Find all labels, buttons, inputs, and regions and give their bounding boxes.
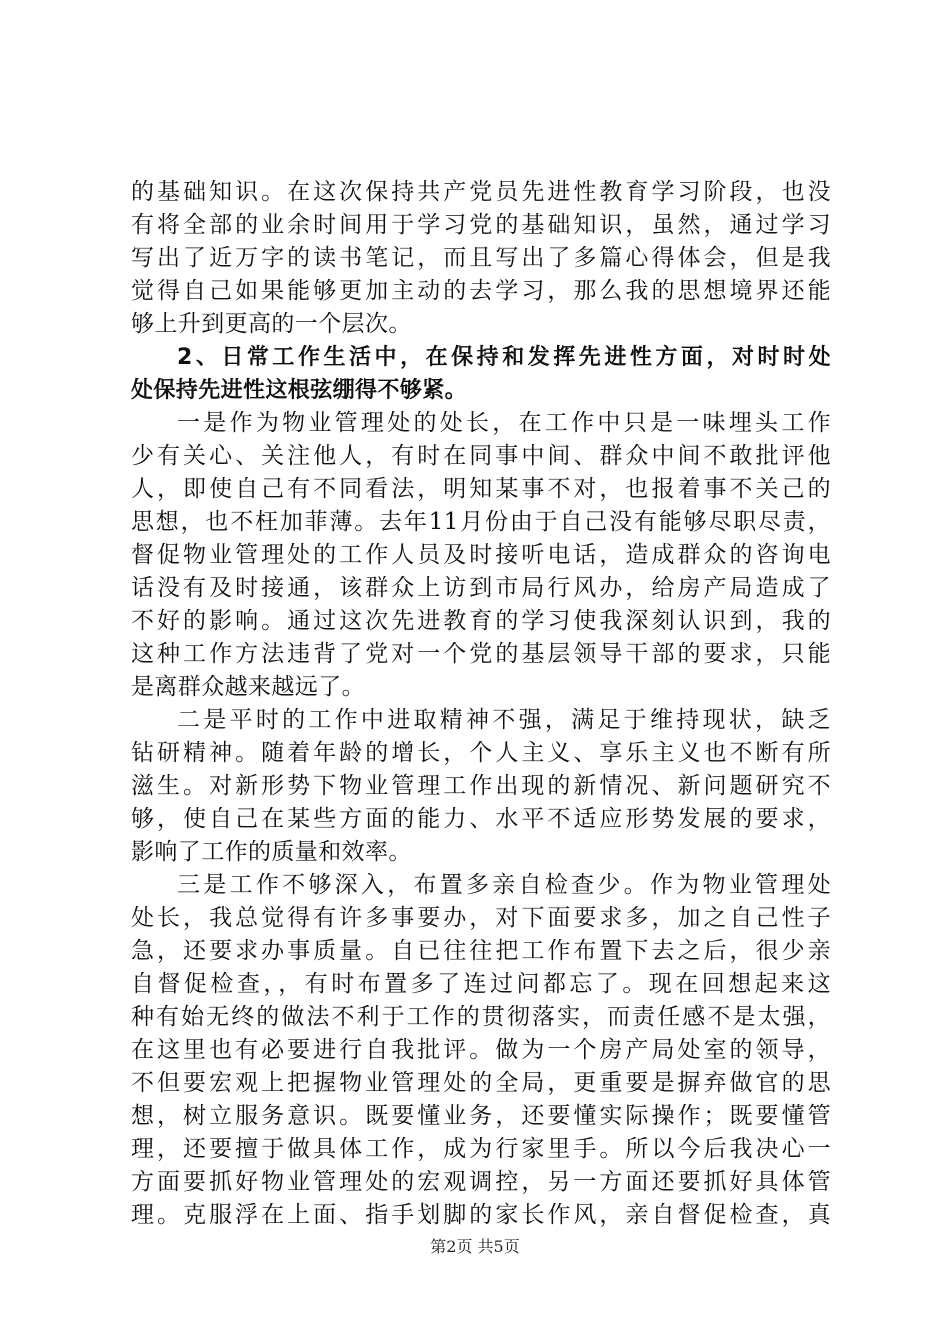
text-line: 自督促检查，，有时布置多了连过问都忘了。现在回想起来这 [131,971,831,997]
paragraph [131,407,831,704]
text-line: 急，还要求办事质量。自已往往把工作布置下去之后，很少亲 [131,938,831,964]
text-line: 2、日常工作生活中，在保持和发挥先进性方面，对时时处 [177,345,831,370]
paragraph [131,704,831,869]
text-line: 理。克服浮在上面、指手划脚的家长作风，亲自督促检查，真 [131,1202,831,1228]
paragraph [131,869,831,1232]
text-line: 的基础知识。在这次保持共产党员先进性教育学习阶段，也没 [131,179,831,205]
text-line: 影响了工作的质量和效率。 [131,839,412,865]
text-line: 处长，我总觉得有许多事要办，对下面要求多，加之自己性子 [131,905,831,931]
text-line: 这种工作方法违背了党对一个党的基层领导干部的要求，只能 [131,641,831,667]
text-line: 督促物业管理处的工作人员及时接听电话，造成群众的咨询电 [131,542,831,568]
text-line: 想，树立服务意识。既要懂业务，还要懂实际操作；既要懂管 [131,1103,831,1129]
text-line: 写出了近万字的读书笔记，而且写出了多篇心得体会，但是我 [131,245,831,271]
text-line: 钻研精神。随着年龄的增长，个人主义、享乐主义也不断有所 [131,740,831,766]
paragraph [131,176,831,341]
text-line: 是离群众越来越远了。 [131,674,365,700]
section-heading [131,341,831,407]
text-line: 不好的影响。通过这次先进教育的学习使我深刻认识到，我的 [131,608,831,634]
text-line: 一是作为物业管理处的处长，在工作中只是一味埋头工作 [177,410,831,436]
text-line: 理，还要擅于做具体工作，成为行家里手。所以今后我决心一 [131,1136,831,1162]
text-line: 不但要宏观上把握物业管理处的全局，更重要是摒弃做官的思 [131,1070,831,1096]
text-line: 话没有及时接通，该群众上访到市局行风办，给房产局造成了 [131,575,831,601]
text-line: 思想，也不枉加菲薄。去年11月份由于自己没有能够尽职尽责， [131,509,831,535]
text-line: 在这里也有必要进行自我批评。做为一个房产局处室的领导， [131,1037,831,1063]
text-line: 够上升到更高的一个层次。 [131,311,412,337]
text-line: 二是平时的工作中进取精神不强，满足于维持现状，缺乏 [177,707,831,733]
document-body [131,176,831,1232]
text-line: 滋生。对新形势下物业管理工作出现的新情况、新问题研究不 [131,773,831,799]
text-line: 种有始无终的做法不利于工作的贯彻落实，而责任感不是太强， [131,1004,831,1030]
text-line: 处保持先进性这根弦绷得不够紧。 [131,378,468,403]
text-line: 三是工作不够深入，布置多亲自检查少。作为物业管理处 [177,872,831,898]
text-line: 少有关心、关注他人，有时在同事中间、群众中间不敢批评他 [131,443,831,469]
text-line: 有将全部的业余时间用于学习党的基础知识，虽然，通过学习 [131,212,831,238]
text-line: 觉得自己如果能够更加主动的去学习，那么我的思想境界还能 [131,278,831,304]
text-line: 方面要抓好物业管理处的宏观调控，另一方面还要抓好具体管 [131,1169,831,1195]
text-line: 人，即使自己有不同看法，明知某事不对，也报着事不关己的 [131,476,831,502]
page-footer: 第2页 共5页 [430,1237,520,1256]
text-line: 够，使自己在某些方面的能力、水平不适应形势发展的要求， [131,806,831,832]
